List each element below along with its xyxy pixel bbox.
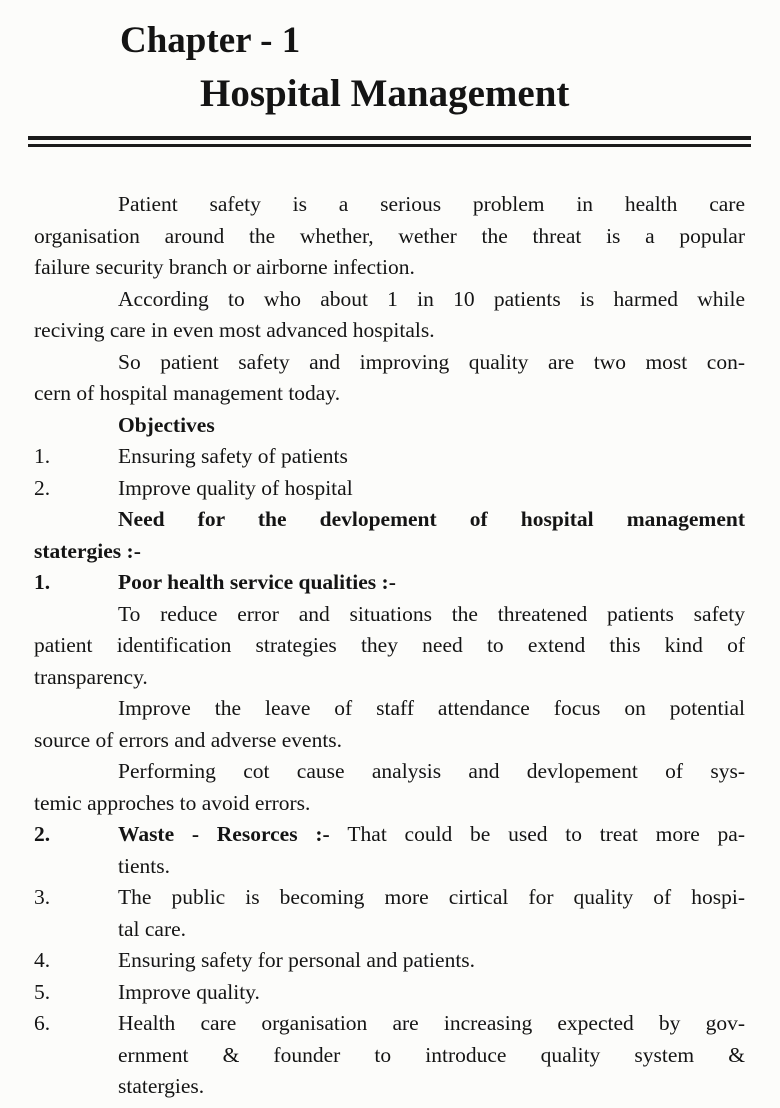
text-run: patient identification strategies they need to extend this kind of — [34, 633, 745, 657]
text-run: Health care organisation are increasing expected by gov- — [118, 1011, 745, 1035]
text-line — [34, 284, 745, 316]
document-title: Hospital Management — [200, 72, 570, 115]
text-run: failure security branch or airborne infection. — [34, 255, 415, 279]
text-run: transparency. — [34, 664, 148, 689]
list-line — [34, 819, 745, 851]
list-line — [34, 882, 745, 914]
list-line — [34, 945, 745, 977]
text-line — [34, 693, 745, 725]
text-line — [34, 315, 745, 347]
text-line — [34, 252, 745, 284]
text-run: organisation around the whether, wether the threat is a popular — [34, 223, 745, 248]
text-run: Improve quality. — [118, 979, 260, 1004]
text-run: Patient safety is a serious problem in health care — [118, 192, 745, 216]
text-run: That could be used to treat more pa- — [347, 822, 745, 846]
list-number: 2. — [34, 822, 51, 846]
text-line — [34, 914, 745, 946]
text-line — [34, 756, 745, 788]
list-line — [34, 441, 745, 473]
text-line — [34, 378, 745, 410]
text-run: statergies. — [118, 1074, 205, 1098]
text-run: Waste - Resorces :- — [118, 822, 348, 846]
text-run: ernment & founder to introduce quality system & — [118, 1042, 745, 1067]
text-run: Performing cot cause analysis and devlopement of sys- — [118, 759, 745, 783]
list-number: 5. — [34, 979, 51, 1004]
text-line — [34, 504, 745, 536]
text-run: Ensuring safety for personal and patients. — [118, 948, 476, 972]
text-run: Ensuring safety of patients — [118, 444, 348, 468]
text-run: source of errors and adverse events. — [34, 727, 343, 752]
text-run: statergies :- — [34, 538, 141, 563]
text-line — [34, 1040, 745, 1072]
text-line — [34, 788, 745, 820]
text-line — [34, 599, 745, 631]
text-run: tal care. — [118, 916, 187, 941]
list-number: 1. — [34, 444, 51, 468]
text-run: Need for the devlopement of hospital management — [118, 507, 745, 531]
text-line — [34, 536, 745, 568]
list-number: 4. — [34, 948, 51, 972]
text-line — [34, 725, 745, 757]
text-run: The public is becoming more cirtical for quality of hospi- — [118, 885, 745, 909]
chapter-heading: Chapter - 1 — [120, 20, 301, 61]
text-run: cern of hospital management today. — [34, 381, 341, 405]
text-line — [34, 410, 745, 442]
text-run: temic approches to avoid errors. — [34, 790, 311, 815]
list-number: 3. — [34, 885, 51, 909]
text-run: reciving care in even most advanced hospitals. — [34, 318, 435, 342]
text-run: tients. — [118, 853, 170, 878]
text-line — [34, 347, 745, 379]
text-line — [34, 851, 745, 883]
document-body — [34, 189, 745, 1103]
text-line — [34, 662, 745, 694]
text-run: Poor health service qualities :- — [118, 570, 396, 594]
list-number: 1. — [34, 570, 51, 594]
text-line — [34, 1071, 745, 1103]
title-divider-rule — [28, 136, 751, 147]
list-line — [34, 977, 745, 1009]
text-line — [34, 630, 745, 662]
list-line — [34, 567, 745, 599]
text-line — [34, 189, 745, 221]
text-run: So patient safety and improving quality are two most con- — [118, 349, 745, 374]
text-run: Objectives — [118, 412, 215, 437]
list-number: 6. — [34, 1011, 51, 1035]
list-number: 2. — [34, 475, 51, 500]
list-line — [34, 1008, 745, 1040]
text-line — [34, 221, 745, 253]
text-run: According to who about 1 in 10 patients is harmed while — [118, 286, 745, 311]
list-line — [34, 473, 745, 505]
text-run: Improve quality of hospital — [118, 475, 353, 500]
text-run: Improve the leave of staff attendance focus on potential — [118, 696, 745, 720]
text-run: To reduce error and situations the threatened patients safety — [118, 601, 745, 626]
